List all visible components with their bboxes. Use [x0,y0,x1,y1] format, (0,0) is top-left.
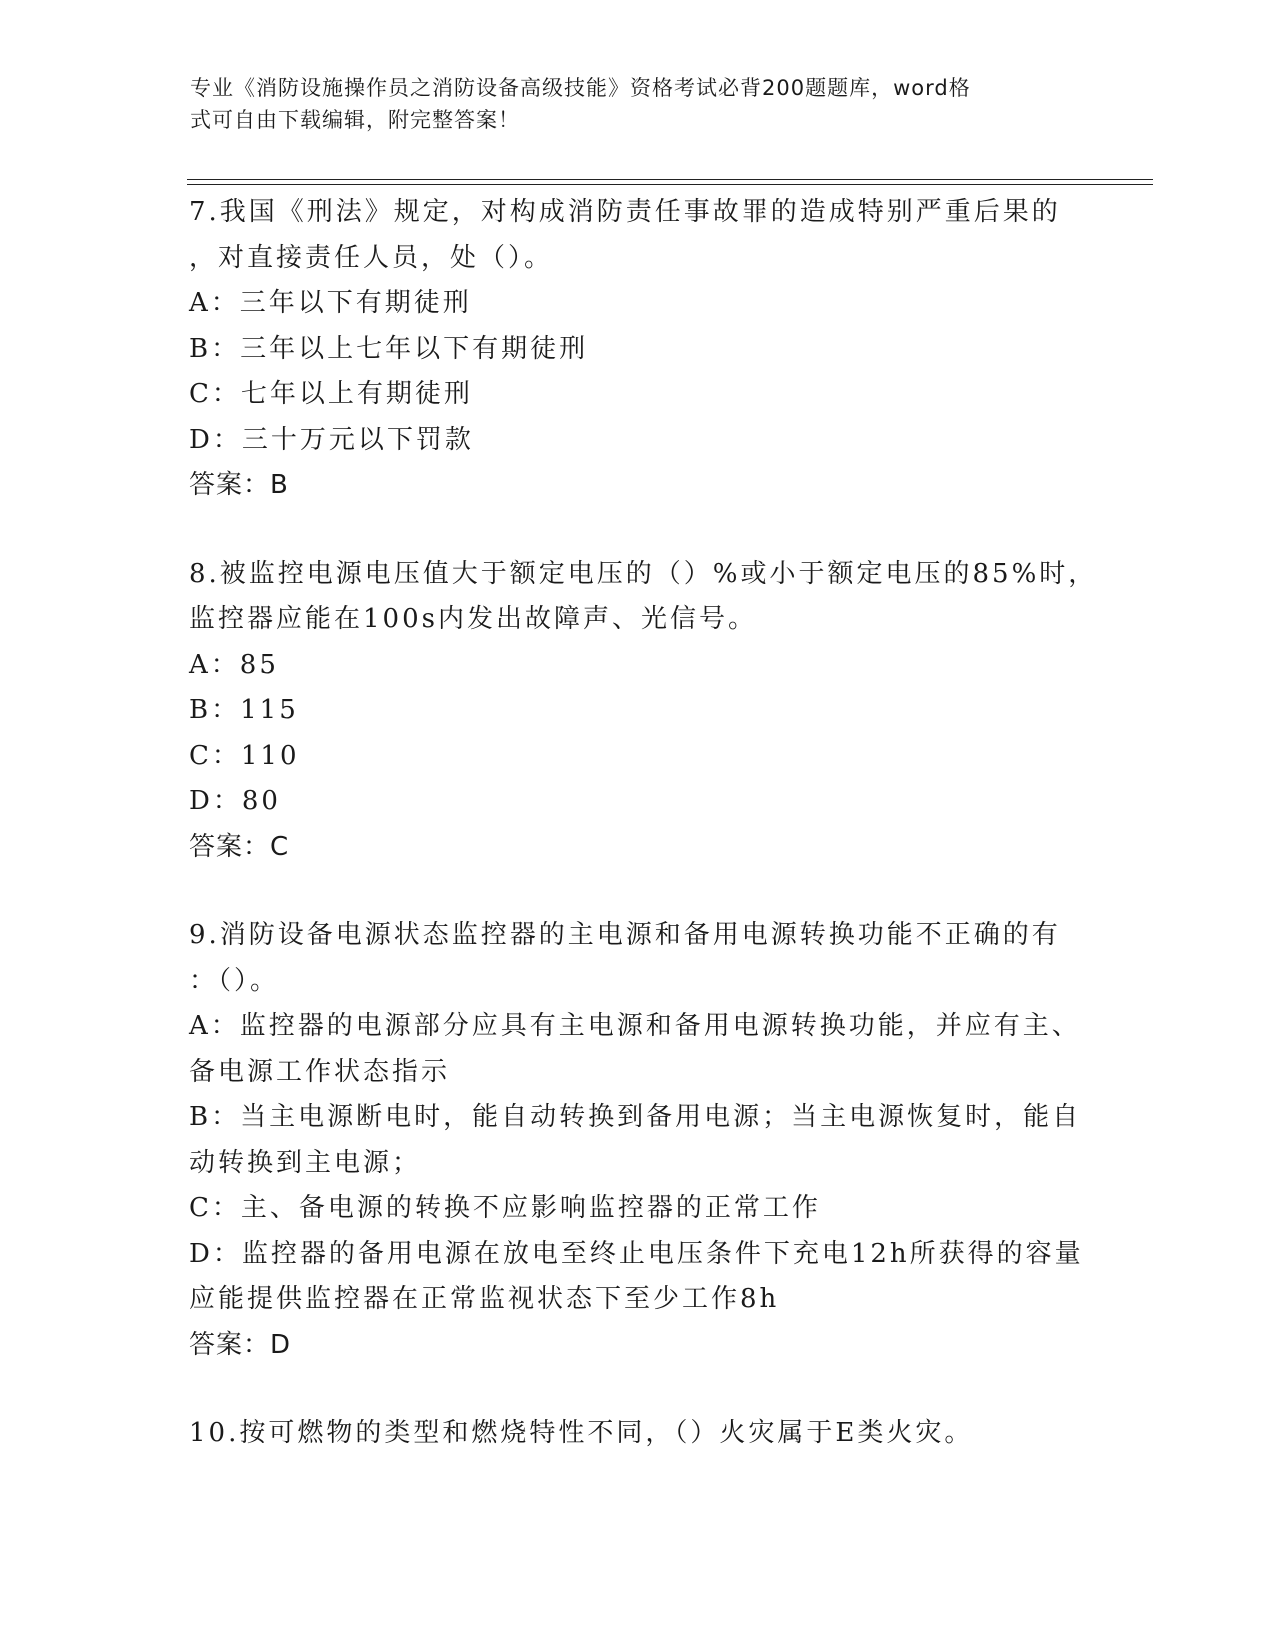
option-b: B：三年以上七年以下有期徒刑 [189,333,589,364]
option-a: A：85 [189,649,279,680]
option-b: B：当主电源断电时，能自动转换到备用电源；当主电源恢复时，能自 [189,1102,1082,1132]
question-stem: ，对直接责任人员，处（）。 [189,242,554,273]
question-stem: 9.消防设备电源状态监控器的主电源和备用电源转换功能不正确的有 [189,920,1061,950]
header-divider [187,184,1153,185]
question-list [189,190,1098,1457]
option-a: A：三年以下有期徒刑 [189,288,472,318]
question-7 [189,190,1089,509]
question-stem: 7.我国《刑法》规定，对构成消防责任事故罪的造成特别严重后果的 [189,197,1061,227]
option-a: A：监控器的电源部分应具有主电源和备用电源转换功能，并应有主、 [189,1011,1081,1041]
answer-label: 答案：D [189,1329,292,1360]
question-stem: 10.按可燃物的类型和燃烧特性不同，（）火灾属于E类火灾。 [189,1418,974,1448]
option-b: B：115 [189,695,299,725]
document-header [190,72,1070,136]
option-b-continued: 动转换到主电源； [189,1147,422,1178]
header-divider [187,179,1153,180]
question-10 [189,1411,1089,1457]
answer-label: 答案：B [189,470,289,500]
option-d: D：三十万元以下罚款 [189,424,474,455]
question-9 [189,913,1089,1368]
option-c: C：主、备电源的转换不应影响监控器的正常工作 [189,1193,821,1223]
option-a-continued: 备电源工作状态指示 [189,1056,451,1087]
question-stem: 监控器应能在100s内发出故障声、光信号。 [189,604,757,634]
option-d: D：80 [189,786,281,816]
question-stem: 8.被监控电源电压值大于额定电压的（）%或小于额定电压的85%时， [189,558,1098,589]
option-c: C：110 [189,740,300,771]
answer-label: 答案：C [189,831,290,862]
option-d: D：监控器的备用电源在放电至终止电压条件下充电12h所获得的容量 [189,1238,1084,1269]
option-c: C：七年以上有期徒刑 [189,379,473,409]
option-d-continued: 应能提供监控器在正常监视状态下至少工作8h [189,1284,780,1314]
header-line: 专业《消防设施操作员之消防设备高级技能》资格考试必背200题题库，word格 [190,76,971,100]
question-8 [189,552,1098,871]
question-stem: ：（）。 [189,965,280,996]
header-line: 式可自由下载编辑，附完整答案！ [190,108,520,132]
